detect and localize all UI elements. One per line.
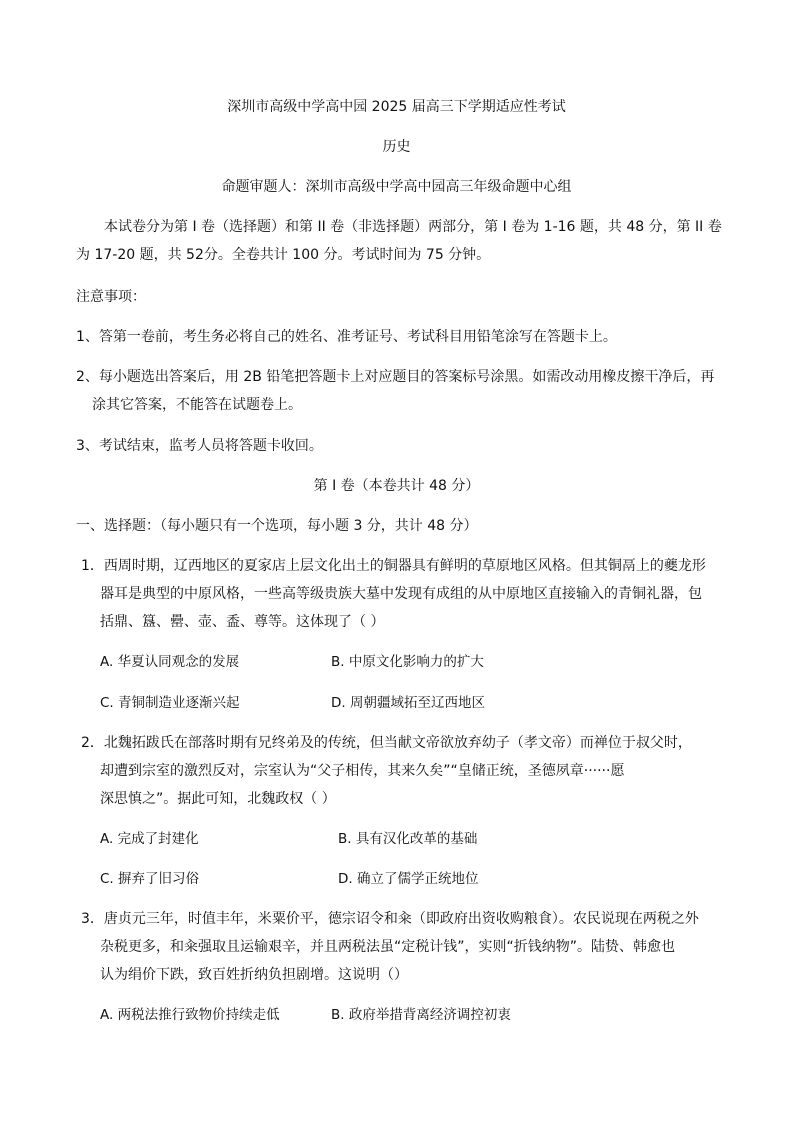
exam-title: 深圳市高级中学高中园 2025 届高三下学期适应性考试 — [227, 99, 566, 115]
question-3-line-2: 杂税更多，和籴强取且运输艰辛，并且两税法虽“定税计钱”，实则“折钱纳物”。陆贽、韩愈也 — [100, 939, 676, 955]
section-title: 第 I 卷（本卷共计 48 分） — [313, 478, 480, 494]
question-2-line-3: 深思慎之”。据此可知，北魏政权（ ） — [100, 791, 336, 807]
note-item-1: 1、答第一卷前，考生务必将自己的姓名、准考证号、考试科目用铅笔涂写在答题卡上。 — [76, 329, 617, 345]
note-item-2: 2、每小题选出答案后，用 2B 铅笔把答题卡上对应题目的答案标号涂黑。如需改动用橡皮擦干净后，再 — [76, 369, 715, 385]
question-2-option-b: B. 具有汉化改革的基础 — [338, 831, 478, 847]
question-1-line-1: 1．西周时期，辽西地区的夏家店上层文化出土的铜器具有鲜明的草原地区风格。但其铜鬲上的夔龙形 — [81, 558, 706, 574]
section-heading: 一、选择题：（每小题只有一个选项，每小题 3 分，共计 48 分） — [76, 518, 478, 534]
question-3-option-a: A. 两税法推行致物价持续走低 — [100, 1007, 280, 1023]
question-2-option-c: C. 摒弃了旧习俗 — [100, 871, 200, 887]
note-item-3: 3、考试结束，监考人员将答题卡收回。 — [76, 438, 323, 454]
question-2-line-2: 却遭到宗室的激烈反对，宗室认为“父子相传，其来久矣”“皇储正统，圣德夙章······愿 — [100, 763, 625, 779]
question-1-option-b: B. 中原文化影响力的扩大 — [331, 654, 484, 670]
note-item-2-continued: 涂其它答案，不能答在试题卷上。 — [92, 397, 302, 413]
author-line: 命题审题人：深圳市高级中学高中园高三年级命题中心组 — [221, 179, 572, 195]
question-3-option-b: B. 政府举措背离经济调控初衷 — [331, 1007, 511, 1023]
question-2-line-1: 2．北魏拓跋氏在部落时期有兄终弟及的传统，但当献文帝欲放弃幼子（孝文帝）而禅位于叔父时， — [81, 735, 692, 751]
subject-title: 历史 — [382, 139, 411, 155]
intro-line-2: 为 17-20 题，共 52分。全卷共计 100 分。考试时间为 75 分钟。 — [76, 247, 491, 263]
intro-line-1: 本试卷分为第 I 卷（选择题）和第 II 卷（非选择题）两部分，第 I 卷为 1-16 题，共 48 分，第 II 卷 — [104, 219, 722, 235]
question-1-line-3: 括鼎、簋、罍、壶、盉、尊等。这体现了（ ） — [100, 614, 385, 630]
question-3-line-3: 认为绢价下跌，致百姓折纳负担剧增。这说明（） — [100, 967, 408, 983]
question-2-option-a: A. 完成了封建化 — [100, 831, 199, 847]
notes-heading: 注意事项： — [76, 289, 146, 305]
question-1-option-c: C. 青铜制造业逐渐兴起 — [100, 695, 240, 711]
question-3-line-1: 3．唐贞元三年，时值丰年，米粟价平，德宗诏令和籴（即政府出资收购粮食）。农民说现在两税之外 — [81, 911, 699, 927]
question-1-line-2: 器耳是典型的中原风格，一些高等级贵族大墓中发现有成组的从中原地区直接输入的青铜礼器，包 — [100, 586, 702, 602]
question-1-option-d: D. 周朝疆域拓至辽西地区 — [331, 695, 485, 711]
question-2-option-d: D. 确立了儒学正统地位 — [338, 871, 479, 887]
question-1-option-a: A. 华夏认同观念的发展 — [100, 654, 240, 670]
